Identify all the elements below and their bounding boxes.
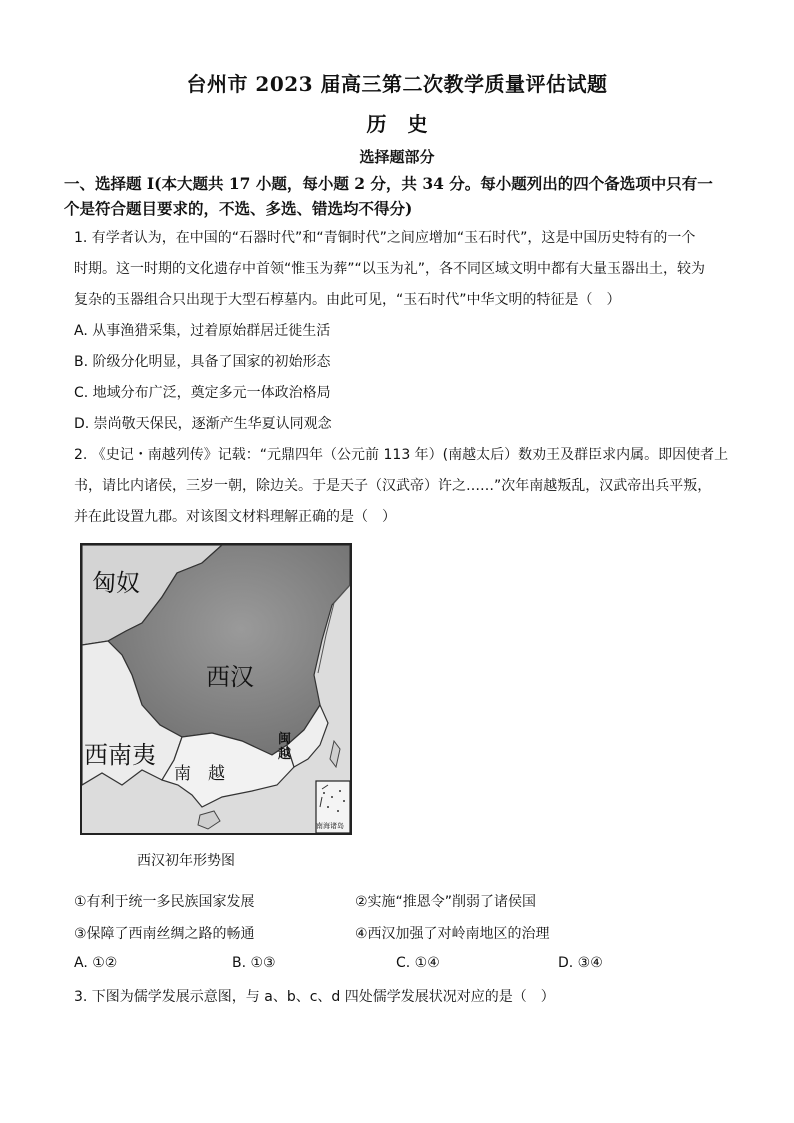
map-caption: 西汉初年形势图 [137, 853, 235, 869]
label-xiongnu: 匈奴 [92, 569, 140, 597]
q2-choice-d: D. ③④ [558, 955, 603, 971]
q1-option-a: A. 从事渔猎采集，过着原始群居迁徙生活 [74, 323, 331, 339]
western-han-map [80, 543, 352, 835]
subject-heading: 历 史 [366, 112, 428, 136]
q2-statement-4: ④西汉加强了对岭南地区的治理 [355, 926, 550, 942]
q2-choice-a: A. ①② [74, 955, 118, 971]
label-minyue-2: 越 [278, 747, 292, 762]
label-xihan: 西汉 [206, 663, 254, 691]
q1-option-c: C. 地域分布广泛，奠定多元一体政治格局 [74, 385, 331, 401]
exam-title: 台州市 2023 届高三第二次教学质量评估试题 [186, 72, 608, 96]
q2-choice-c: C. ①④ [396, 955, 440, 971]
q1-stem-line-2: 时期。这一时期的文化遗存中首领“惟玉为葬”“以玉为礼”，各不同区域文明中都有大量玉器出土，较为 [74, 261, 706, 277]
q2-stem-line-1: 2. 《史记・南越列传》记载：“元鼎四年（公元前 113 年）(南越太后）数劝王及群臣求内属。即因使者上 [74, 447, 729, 463]
instructions-line-2: 个是符合题目要求的，不选、多选、错选均不得分) [64, 199, 413, 218]
q2-stem-line-3: 并在此设置九郡。对该图文材料理解正确的是（ ） [74, 509, 396, 525]
label-inset: 南海诸岛 [316, 822, 344, 830]
label-minyue-1: 闽 [278, 732, 292, 747]
q2-statement-1: ①有利于统一多民族国家发展 [74, 894, 255, 910]
instructions-line-1: 一、选择题 I(本大题共 17 小题，每小题 2 分，共 34 分。每小题列出的四个备选项中只有一 [64, 174, 713, 193]
q1-stem-line-1: 1. 有学者认为，在中国的“石器时代”和“青铜时代”之间应增加“玉石时代”，这是中国历史特有的一个 [74, 230, 696, 246]
label-nanyue: 南 越 [174, 764, 225, 784]
q2-statement-3: ③保障了西南丝绸之路的畅通 [74, 926, 255, 942]
q1-stem-line-3: 复杂的玉器组合只出现于大型石椁墓内。由此可见，“玉石时代”中华文明的特征是（ ） [74, 292, 621, 308]
q1-option-d: D. 崇尚敬天保民，逐渐产生华夏认同观念 [74, 416, 332, 432]
q2-choice-b: B. ①③ [232, 955, 276, 971]
q1-option-b: B. 阶级分化明显，具备了国家的初始形态 [74, 354, 331, 370]
label-xinanyi: 西南夷 [84, 741, 156, 769]
section-heading: 选择题部分 [359, 148, 435, 166]
q3-stem-line-1: 3. 下图为儒学发展示意图，与 a、b、c、d 四处儒学发展状况对应的是（ ） [74, 989, 555, 1005]
q2-stem-line-2: 书，请比内诸侯，三岁一朝，除边关。于是天子（汉武帝）许之……”次年南越叛乱，汉武帝出兵平叛， [74, 478, 712, 494]
q2-statement-2: ②实施“推恩令”削弱了诸侯国 [355, 894, 537, 910]
